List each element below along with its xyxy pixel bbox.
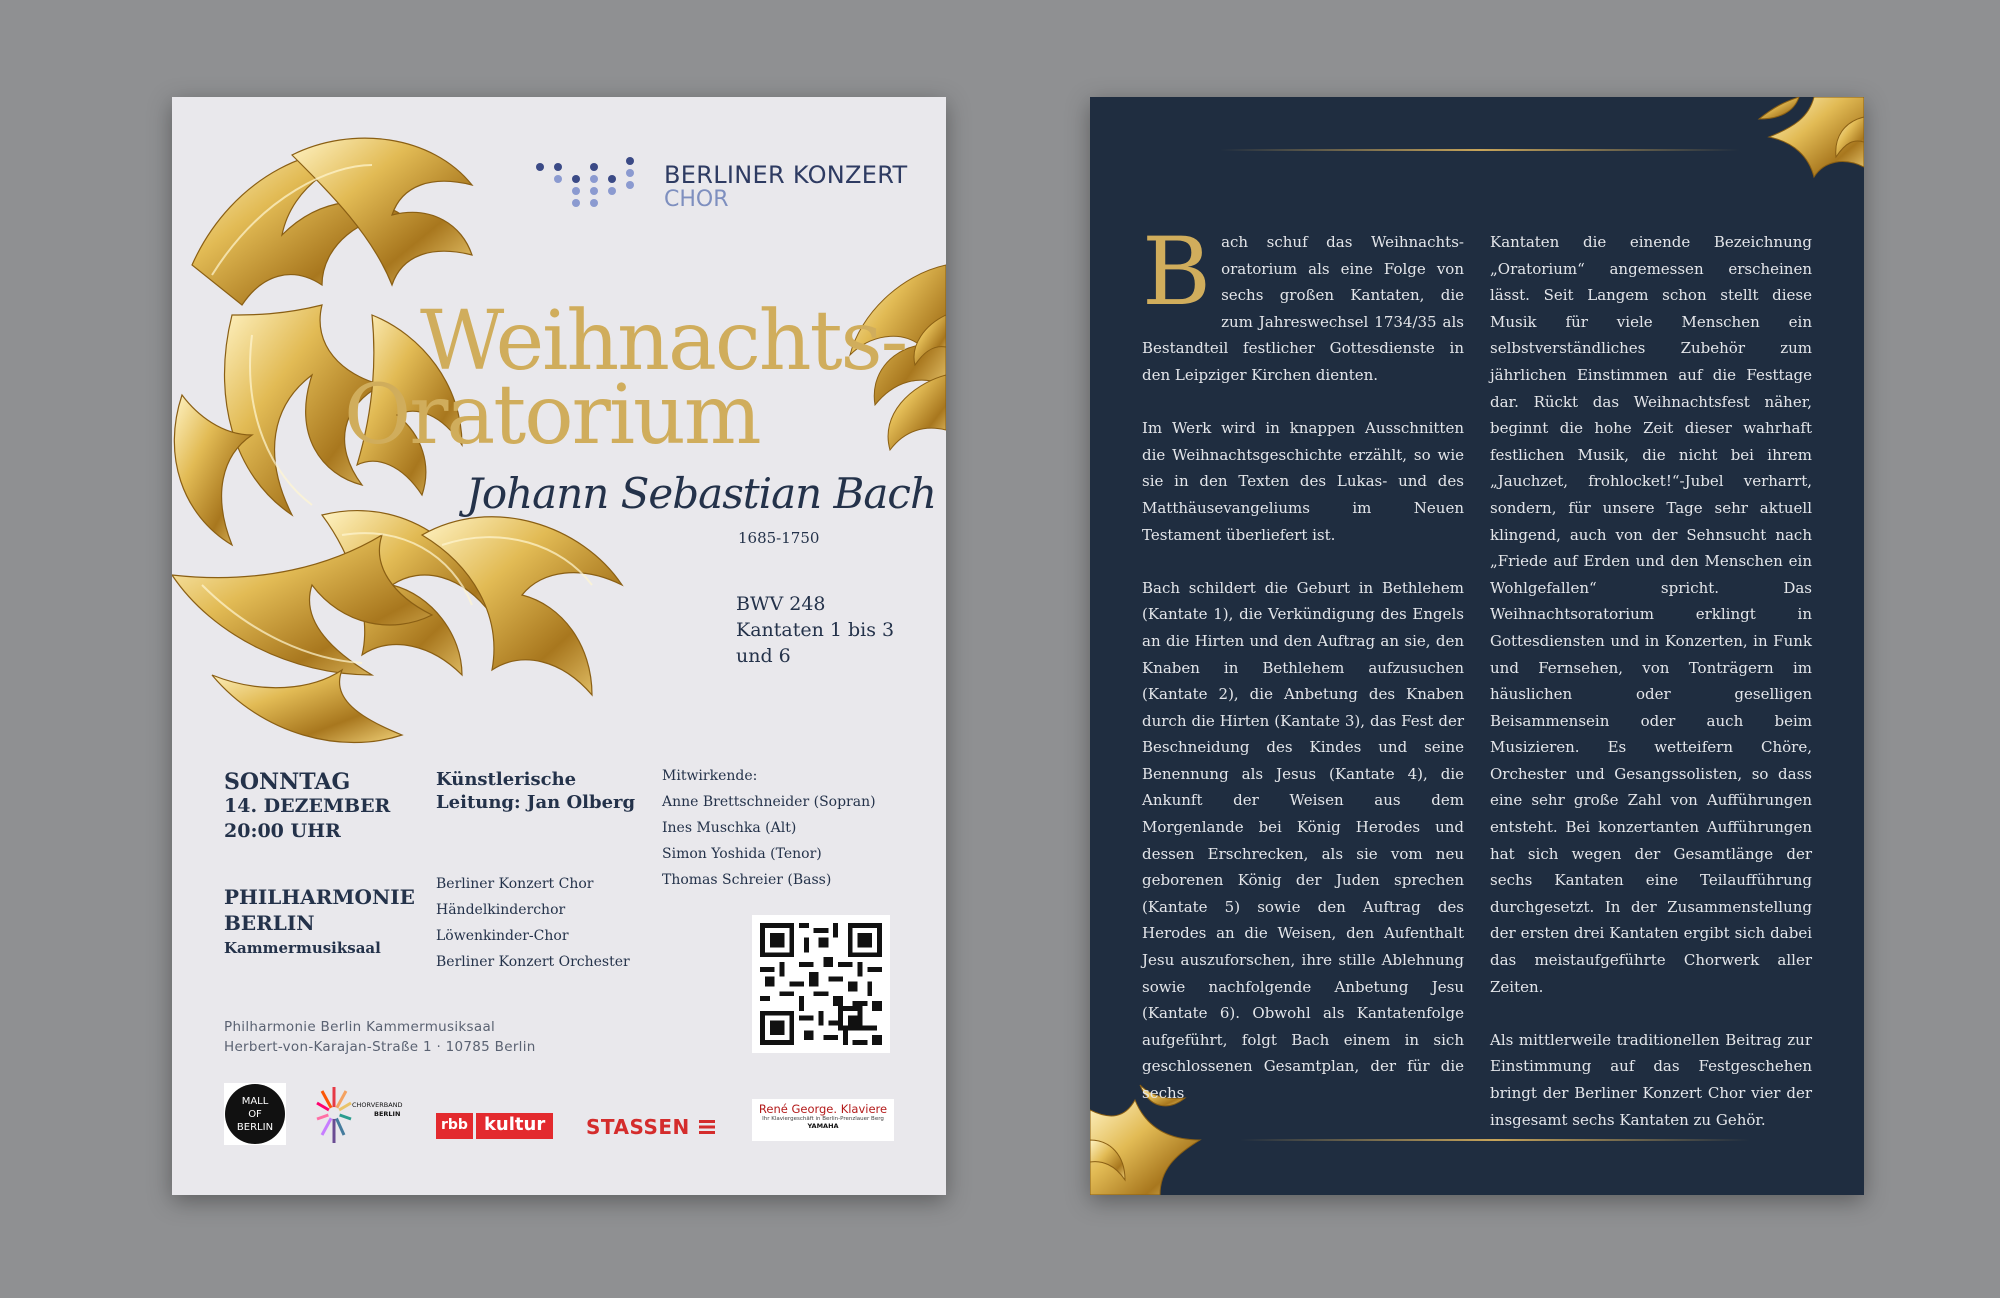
paragraph-text: ach schuf das Weihnachtsoratorium als eine Folge von sechs großen Kantaten, die zum Jahreswechsel 1734/35 als Bestandteil festlicher Gottesdienste in den Leipziger Kirchen dienten. [1142, 233, 1464, 384]
list-item: Berliner Konzert Chor [436, 876, 594, 892]
performers-heading: Mitwirkende: [662, 768, 758, 784]
flyer-front [172, 97, 946, 1195]
piano-shop-tagline: Ihr Klaviergeschäft in Berlin-Prenzlauer Berg [762, 1116, 884, 1122]
venue-name-line2: BERLIN [224, 911, 315, 935]
title-line2: Oratorium [344, 368, 760, 463]
mall-logo-line: MALL [241, 1096, 269, 1107]
gold-ornament-top-right [1754, 97, 1864, 187]
chorverband-line: BERLIN [374, 1110, 401, 1118]
composer-years: 1685-1750 [738, 529, 820, 547]
leadership-line1: Künstlerische [436, 769, 577, 790]
performers-list [662, 763, 876, 893]
piano-shop-name: René George. Klaviere [758, 1102, 888, 1116]
event-day: SONNTAG [224, 769, 351, 795]
ensemble-list [436, 871, 630, 975]
venue-name-line1: PHILHARMONIE [224, 885, 415, 909]
chorverband-line: CHORVERBAND [352, 1101, 403, 1109]
list-item: Händelkinderchor [436, 902, 566, 918]
paragraph: Als mittlerweile traditionellen Beitrag zur Einstimmung auf das Festgeschehen bringt der Berliner Konzert Chor vier der insgesamt sechs Kantaten zu Gehör. [1490, 1030, 1812, 1129]
list-item: Berliner Konzert Orchester [436, 954, 630, 970]
kultur-mark: kultur [476, 1113, 553, 1139]
chorverband-text [352, 1101, 403, 1119]
text-column-left [1142, 218, 1464, 1133]
event-date: 14. DEZEMBER [224, 795, 391, 817]
address-line2: Herbert-von-Karajan-Straße 1 · 10785 Berlin [224, 1039, 536, 1055]
flyer-back [1090, 97, 1864, 1195]
sponsor-mall-of-berlin-logo [224, 1083, 286, 1145]
qr-code[interactable] [752, 915, 890, 1053]
sponsor-rbb-kultur-logo [436, 1113, 553, 1139]
venue-address [224, 1017, 536, 1057]
qr-code-icon [760, 923, 882, 1045]
list-item: Anne Brettschneider (Sopran) [662, 794, 876, 810]
gold-divider-top [1220, 149, 1740, 151]
choir-logo [534, 157, 908, 219]
list-item: Löwenkinder-Chor [436, 928, 569, 944]
mall-logo-circle [225, 1084, 285, 1144]
work-cantatas: Kantaten 1 bis 3 [736, 619, 895, 641]
sponsor-chorverband-logo [316, 1083, 408, 1147]
paragraph: Kantaten die einende Bezeichnung „Oratorium“ angemessen erscheinen lässt. Seit Langem schon stellt diese Musik für viele Menschen ein selbstverständliches Zubehör zum jährlichen Einstimmen auf die Festtage dar. Rückt das Weihnachtsfest näher, beginnt die hohe Zeit dieser wahrhaft festlichen Musik, die nicht bei ihrem „Jauchzet, frohlocket!“-Jubel verharrt, sondern, für unsere Tage sehr aktuell klingend, auch von der Sehnsucht nach „Friede auf Erden und den Menschen ein Wohlgefallen“ spricht. Das Weihnachtsoratorium erklingt in Gottesdiensten und in Konzerten, in Funk und Fernsehen, von Tonträgern im häuslichen oder geselligen Beisammensein oder auch beim Musizieren. Es wetteifern Chöre, Orchester und Gesangssolisten, so dass eine sehr große Zahl von Aufführungen entsteht. Bei konzertanten Aufführungen hat sich wegen der Gesamtlänge der sechs Kantaten eine Teilaufführung durchgesetzt. In der Zusammenstellung der ersten drei Kantaten ergibt sich dabei das meistaufgeführte Chorwerk aller Zeiten. [1490, 233, 1812, 996]
paragraph [1142, 218, 1464, 389]
rbb-mark: rbb [436, 1113, 473, 1139]
mall-logo-line: BERLIN [236, 1122, 274, 1133]
venue-hall: Kammermusiksaal [224, 939, 381, 957]
address-line1: Philharmonie Berlin Kammermusiksaal [224, 1019, 496, 1035]
paragraph: Bach schildert die Geburt in Bethlehem (Kantate 1), die Verkündigung des Engels an die Hirten und den Auftrag an sie, den Knaben in Bethlehem aufzusuchen (Kantate 2), die Anbetung des Knaben durch die Hirten (Kantate 3), das Fest der Beschneidung des Kindes und seine Benennung als Jesus (Kantate 4), die Ankunft der Weisen aus dem Morgenlande bei König Herodes und dessen Erschrecken, als sie vom neu geborenen König der Juden sprechen (Kantate 5) sowie den Auftrag des Herodes an die Weisen, den Aufenthalt Jesu auszuforschen, ihre stille Ablehnung sowie nachfolgende Anbetung Jesu (Kantate 6). Obwohl als Kantatenfolge aufgeführt, folgt Bach einem in sich geschlossenen Gesamtplan, der für die sechs [1142, 578, 1464, 1102]
sponsor-stassen-logo [586, 1115, 715, 1139]
event-time: 20:00 UHR [224, 820, 341, 842]
yamaha-mark: YAMAHA [807, 1122, 839, 1130]
paragraph: Im Werk wird in knappen Ausschnitten die Weihnachtsgeschichte erzählt, so wie sie in den Texten des Lukas- und des Matthäusevangeliums im Neuen Testament überliefert ist. [1142, 419, 1464, 544]
stassen-bars-icon [699, 1119, 715, 1135]
logo-dots-icon [534, 157, 654, 217]
stassen-text: STASSEN [586, 1115, 690, 1139]
leadership-line2: Leitung: Jan Olberg [436, 792, 636, 813]
title-line1: Weihnachts- [420, 294, 907, 389]
logo-text-line1: BERLINER KONZERT [664, 161, 908, 189]
composer-name: Johann Sebastian Bach [466, 469, 936, 518]
sponsor-rene-george-klaviere-logo [752, 1099, 894, 1141]
chorverband-rays-icon [316, 1083, 352, 1147]
drop-cap: B [1142, 218, 1212, 327]
list-item: Ines Muschka (Alt) [662, 820, 797, 836]
text-column-right [1490, 229, 1812, 1160]
work-cantatas-cont: und 6 [736, 645, 791, 667]
list-item: Simon Yoshida (Tenor) [662, 846, 822, 862]
list-item: Thomas Schreier (Bass) [662, 872, 832, 888]
work-bwv: BWV 248 [736, 593, 826, 615]
logo-text-line2: CHOR [664, 187, 729, 212]
work-info [736, 591, 894, 669]
mall-logo-line: OF [248, 1109, 262, 1120]
